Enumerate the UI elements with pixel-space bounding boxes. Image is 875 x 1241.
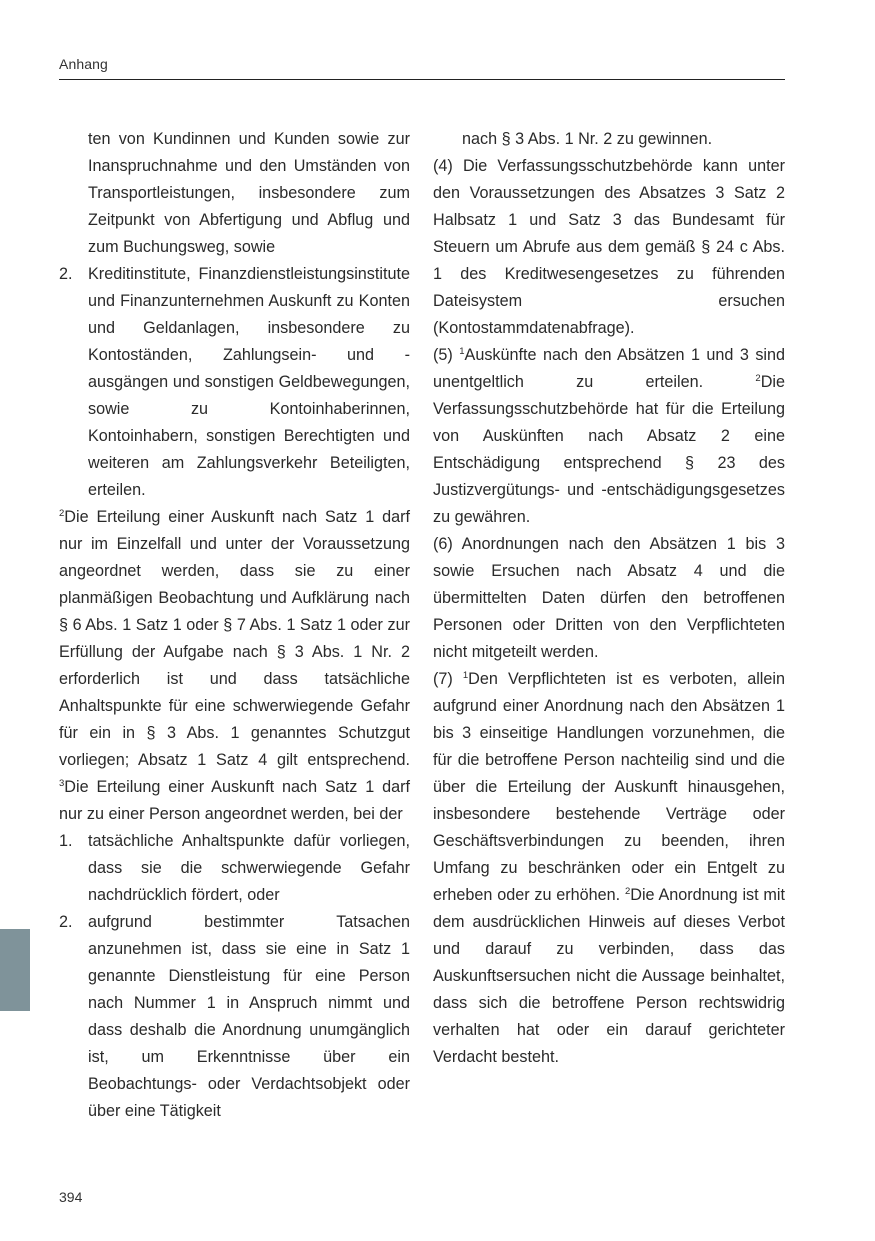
- sentence-number: 3: [59, 778, 65, 789]
- paragraph-5: [433, 342, 785, 531]
- list-item: [59, 828, 410, 909]
- list-item: [59, 909, 410, 1125]
- paragraph-text: Die Verfassungsschutzbehörde hat für die Erteilung von Auskünften nach Absatz 2 eine Entschädigung entsprechend § 23 des Justizvergütungs- und -entschädigungsgesetzes zu gewähren.: [433, 373, 785, 526]
- list-item-text: tatsächliche Anhaltspunkte dafür vorliegen, dass sie die schwerwiegende Gefahr nachdrücklich fördert, oder: [88, 832, 410, 904]
- paragraph-label: (5): [433, 346, 460, 364]
- list-item-number: 1.: [59, 832, 73, 850]
- list-item-number: 2.: [59, 265, 73, 283]
- header-rule: [59, 79, 785, 80]
- list-item-continuation: ten von Kundinnen und Kunden sowie zur Inanspruchnahme und den Umständen von Transportleistungen, insbesondere zum Zeitpunkt von Abfertigung und Abflug und zum Buchungsweg, sowie: [88, 130, 410, 256]
- paragraph-text: Den Verpflichteten ist es verboten, allein aufgrund einer Anordnung nach den Absätzen 1 bis 3 einseitige Handlungen vorzunehmen, die für die betroffene Person nachteilig sind und die über die Erteilung der Auskunft hinausgehen, insbesondere bestehende Verträge oder Geschäftsverbindungen zu beenden, ihren Umfang zu beschränken oder ein Entgelt zu erheben oder zu erhöhen.: [433, 670, 785, 904]
- list-item-number: 2.: [59, 913, 73, 931]
- list-item-text: Kreditinstitute, Finanzdienstleistungsinstitute und Finanzunternehmen Auskunft zu Konten und Geldanlagen, insbesondere zu Kontoständen, Zahlungsein- und -ausgängen und sonstigen Geldbewegungen, sowie zu Kontoinhaberinnen, Kontoinhabern, sonstigen Berechtigten und weiteren am Zahlungsverkehr Beteiligten, erteilen.: [88, 265, 410, 499]
- paragraph-7: [433, 666, 785, 1071]
- sentence-number: 2: [755, 373, 761, 384]
- paragraph-text: Die Erteilung einer Auskunft nach Satz 1 darf nur im Einzelfall und unter der Voraussetzung angeordnet werden, dass sie zu einer planmäßigen Beobachtung und Aufklärung nach § 6 Abs. 1 Satz 1 oder § 7 Abs. 1 Satz 1 oder zur Erfüllung der Aufgabe nach § 3 Abs. 1 Nr. 2 erforderlich ist und dass tatsächliche Anhaltspunkte für eine schwerwiegende Gefahr für ein in § 3 Abs. 1 genanntes Schutzgut vorliegen; Absatz 1 Satz 4 gilt entsprechend.: [59, 508, 410, 769]
- sentence-number: 1: [462, 670, 469, 681]
- paragraph-6: (6) Anordnungen nach den Absätzen 1 bis 3 sowie Ersuchen nach Absatz 4 und die übermittelten Daten dürfen den betroffenen Personen oder Dritten von den Verpflichteten nicht mitgeteilt werden.: [433, 535, 785, 661]
- body-paragraph: [59, 504, 410, 828]
- list-item: [59, 261, 410, 504]
- running-header: Anhang: [59, 56, 108, 72]
- paragraph-text: Die Anordnung ist mit dem ausdrücklichen Hinweis auf dieses Verbot und darauf zu verbinden, dass das Auskunftsersuchen nicht die Aussage beinhaltet, dass sich die betroffene Person rechtswidrig verhalten hat oder ein darauf gerichteter Verdacht besteht.: [433, 886, 785, 1066]
- left-column: [59, 126, 410, 1125]
- chapter-side-tab: [0, 929, 30, 1011]
- list-item-text: aufgrund bestimmter Tatsachen anzunehmen ist, dass sie eine in Satz 1 genannte Dienstleistung für eine Person nach Nummer 1 in Anspruch nimmt und dass deshalb die Anordnung unumgänglich ist, um Erkenntnisse über ein Beobachtungs- oder Verdachtsobjekt oder über eine Tätigkeit: [88, 913, 410, 1120]
- page-number: 394: [59, 1189, 83, 1205]
- paragraph-4: (4) Die Verfassungsschutzbehörde kann unter den Voraussetzungen des Absatzes 3 Satz 2 Halbsatz 1 und Satz 3 das Bundesamt für Steuern um Abrufe aus dem gemäß § 24 c Abs. 1 des Kreditwesengesetzes zu führenden Dateisystem ersuchen (Kontostammdatenabfrage).: [433, 157, 785, 337]
- paragraph-text: Die Erteilung einer Auskunft nach Satz 1 darf nur zu einer Person angeordnet werden, bei der: [59, 778, 410, 823]
- paragraph-label: (7): [433, 670, 463, 688]
- sentence-number: 1: [459, 346, 465, 357]
- right-column: [433, 126, 785, 1071]
- sentence-number: 2: [59, 508, 65, 519]
- sentence-number: 2: [624, 886, 631, 897]
- list-item-continuation: nach § 3 Abs. 1 Nr. 2 zu gewinnen.: [462, 130, 713, 148]
- paragraph-text: Auskünfte nach den Absätzen 1 und 3 sind unentgeltlich zu erteilen.: [433, 346, 786, 391]
